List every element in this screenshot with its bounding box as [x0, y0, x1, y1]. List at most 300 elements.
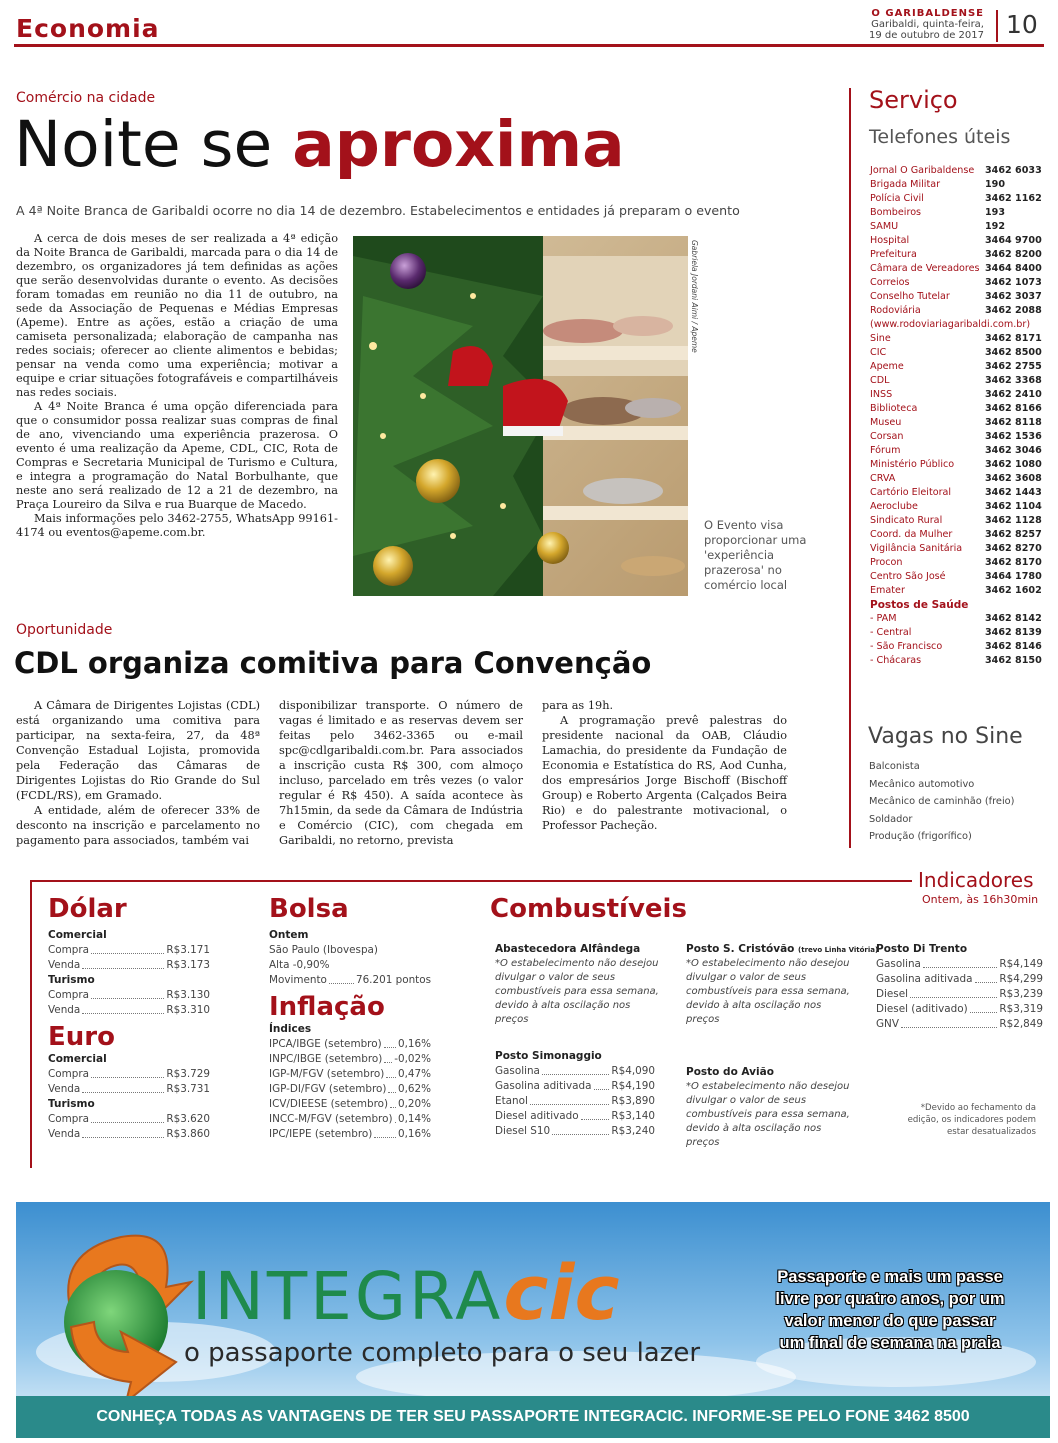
bolsa-mov-value: 76.201 pontos: [355, 974, 431, 986]
phone-name: - São Francisco: [870, 641, 943, 652]
euro-group-1: Comercial: [48, 1053, 107, 1065]
phone-number: 3462 8150: [985, 655, 1042, 666]
phone-row: [870, 612, 1045, 626]
row-value: R$3,890: [611, 1095, 655, 1107]
article2-column-3: [542, 698, 787, 833]
dolar-group-1: Comercial: [48, 929, 107, 941]
row-label: IGP-DI/FGV (setembro): [269, 1083, 387, 1095]
phone-row: [870, 248, 1045, 262]
phone-name: Jornal O Garibaldense: [870, 165, 975, 176]
phone-number: 190: [985, 179, 1006, 190]
phone-name: INSS: [870, 389, 893, 400]
phone-number: 3462 1536: [985, 431, 1042, 442]
phone-number: 3462 8170: [985, 557, 1042, 568]
row-label: Venda: [48, 1004, 81, 1016]
indicator-row: [48, 1003, 210, 1018]
phone-number: 3462 1443: [985, 487, 1042, 498]
indicators-rule: [30, 880, 912, 882]
headline-part-b: aproxima: [292, 108, 625, 181]
phone-row: [870, 346, 1045, 360]
phone-number: 3462 8142: [985, 613, 1042, 624]
ad-promo-line: Passaporte e mais um passe: [777, 1268, 1003, 1286]
phone-name: Conselho Tutelar: [870, 291, 950, 302]
bolsa-line: Alta -0,90%: [269, 959, 330, 971]
dolar-turismo-rows: [48, 988, 210, 1018]
inflacao-title: Inflação: [269, 992, 385, 1022]
row-value: R$3,140: [611, 1110, 655, 1122]
phone-number: 3462 8257: [985, 529, 1042, 540]
phone-row: [870, 178, 1045, 192]
indicators-subtitle: Ontem, às 16h30min: [922, 893, 1039, 906]
row-label: Gasolina: [495, 1065, 540, 1077]
bolsa-movimento: [269, 973, 431, 988]
phone-number: 3464 8400: [985, 263, 1042, 274]
station-name: Abastecedora Alfândega: [495, 943, 641, 955]
row-label: INCC-M/FGV (setembro): [269, 1113, 393, 1125]
bolsa-sub: Ontem: [269, 929, 309, 941]
indicators-rule-left: [30, 880, 32, 1168]
phone-row: [870, 234, 1045, 248]
phone-name: Rodoviária: [870, 305, 921, 316]
phone-row: [870, 626, 1045, 640]
vagas-title: Vagas no Sine: [868, 724, 1023, 749]
header-rule: [14, 44, 1044, 47]
posto-alfandega: [495, 942, 660, 1027]
phone-name: - Central: [870, 627, 912, 638]
combustiveis-title: Combustíveis: [490, 894, 687, 924]
phone-name: Brigada Militar: [870, 179, 941, 190]
indicator-row: [48, 1112, 210, 1127]
phone-name: Hospital: [870, 235, 910, 246]
inflacao-rows: [269, 1037, 431, 1142]
row-value: R$3,240: [611, 1125, 655, 1137]
ad-footer-bar[interactable]: CONHEÇA TODAS AS VANTAGENS DE TER SEU PASSAPORTE INTEGRACIC. INFORME-SE PELO FONE 3462 8500: [16, 1396, 1050, 1438]
indicator-row: [48, 958, 210, 973]
phone-name: Procon: [870, 557, 903, 568]
article2-kicker: Oportunidade: [16, 622, 113, 638]
bolsa-title: Bolsa: [269, 894, 349, 924]
row-value: 0,47%: [397, 1068, 431, 1080]
phone-name: Prefeitura: [870, 249, 917, 260]
station-name-note: (trevo Linha Vitória): [798, 946, 879, 954]
phone-row: [870, 262, 1045, 276]
station-note: *O estabelecimento não desejou divulgar o valor de seus combustíveis para essa semana, devido à alta oscilação nos preços: [686, 958, 850, 1025]
indicator-row: [48, 1082, 210, 1097]
leader-dots: [390, 1097, 396, 1108]
phone-number: 3462 1162: [985, 193, 1042, 204]
phone-row: [870, 542, 1045, 556]
indicator-row: [876, 1002, 1043, 1017]
phone-row: [870, 444, 1045, 458]
phone-row: [870, 290, 1045, 304]
article2-headline: CDL organiza comitiva para Convenção: [14, 646, 652, 680]
phone-name: Vigilância Sanitária: [870, 543, 963, 554]
leader-dots: [581, 1109, 610, 1120]
phone-name: Correios: [870, 277, 910, 288]
row-label: Venda: [48, 959, 81, 971]
leader-dots: [395, 1112, 396, 1123]
row-value: R$3.729: [166, 1068, 210, 1080]
row-value: R$3.173: [166, 959, 210, 971]
phone-name: Sine: [870, 333, 891, 344]
phone-list: [870, 164, 1045, 668]
row-label: IPC/IEPE (setembro): [269, 1128, 373, 1140]
photo-credit: Gabriela Jordani Aimi / Apeme: [690, 240, 699, 353]
dateline-2: 19 de outubro de 2017: [869, 30, 984, 41]
phone-number: 3464 1780: [985, 571, 1042, 582]
row-value: R$3.130: [166, 989, 210, 1001]
phone-number: 192: [985, 221, 1006, 232]
phone-number: 3462 2410: [985, 389, 1042, 400]
phone-number: 3462 3037: [985, 291, 1042, 302]
indicator-row: [48, 1067, 210, 1082]
article2-column-2: [279, 698, 523, 848]
phone-number: 3462 2755: [985, 361, 1042, 372]
phone-number: 3462 2088: [985, 305, 1042, 316]
phone-name: (www.rodoviariagaribaldi.com.br): [870, 319, 1031, 330]
leader-dots: [386, 1067, 396, 1078]
indicator-row: [269, 1112, 431, 1127]
christmas-tree-shoes-photo: [353, 236, 688, 596]
indicator-row: [269, 1052, 431, 1067]
phone-name: Ministério Público: [870, 459, 955, 470]
headline-part-a: Noite se: [14, 108, 293, 181]
phone-name: Coord. da Mulher: [870, 529, 953, 540]
phone-number: 3462 8200: [985, 249, 1042, 260]
leader-dots: [594, 1079, 610, 1090]
leader-dots: [91, 1112, 164, 1123]
station-name-text: Posto S. Cristóvão: [686, 943, 795, 955]
phone-row: [870, 654, 1045, 668]
leader-dots: [82, 1003, 164, 1014]
phone-row: [870, 220, 1045, 234]
phone-number: 3462 1602: [985, 585, 1042, 596]
phone-number: 3462 1104: [985, 501, 1042, 512]
bolsa-mov-label: Movimento: [269, 974, 327, 986]
ad-promo-line: livre por quatro anos, por um: [775, 1290, 1005, 1308]
phone-name: Aeroclube: [870, 501, 918, 512]
row-label: Compra: [48, 1068, 89, 1080]
ad-brand: [192, 1248, 620, 1337]
simonaggio-rows: [495, 1064, 655, 1139]
row-value: R$3.860: [166, 1128, 210, 1140]
row-value: R$3,319: [999, 1003, 1043, 1015]
phone-name: Corsan: [870, 431, 904, 442]
ad-brand-a: INTEGRA: [192, 1258, 504, 1335]
posto-simonaggio: [495, 1049, 655, 1139]
row-value: 0,62%: [397, 1083, 431, 1095]
row-label: GNV: [876, 1018, 899, 1030]
row-value: 0,20%: [397, 1098, 431, 1110]
leader-dots: [384, 1052, 392, 1063]
paper-name: O GARIBALDENSE: [871, 8, 984, 19]
phone-row: [870, 416, 1045, 430]
leader-dots: [91, 1067, 164, 1078]
row-value: R$4,149: [999, 958, 1043, 970]
indicator-row: [495, 1064, 655, 1079]
row-label: Diesel aditivado: [495, 1110, 579, 1122]
indicator-row: [269, 1082, 431, 1097]
phone-row: [870, 164, 1045, 178]
row-value: R$2,849: [999, 1018, 1043, 1030]
indicator-row: [48, 988, 210, 1003]
phone-number: 3462 6033: [985, 165, 1042, 176]
phone-name: Emater: [870, 585, 905, 596]
leader-dots: [975, 972, 998, 983]
row-value: -0,02%: [394, 1053, 431, 1065]
dolar-comercial-rows: [48, 943, 210, 973]
phone-name: - Chácaras: [870, 655, 922, 666]
service-title: Serviço: [869, 86, 958, 114]
indicator-row: [876, 1017, 1043, 1032]
phone-row: [870, 570, 1045, 584]
section-title: Economia: [16, 14, 160, 43]
phone-number: 3462 8270: [985, 543, 1042, 554]
indicator-row: [876, 972, 1043, 987]
phone-number: 3462 8146: [985, 641, 1042, 652]
phone-number: 3464 9700: [985, 235, 1042, 246]
phone-name: Apeme: [870, 361, 904, 372]
row-label: Gasolina: [876, 958, 921, 970]
article1-paragraph: A 4ª Noite Branca é uma opção diferenciada para que o consumidor possa realizar suas compras de final de ano, vivenciando uma experiência prazerosa. O evento é uma realização da Apeme, CDL, CIC, Rota de Compras e Secretaria Municipal de Turismo e Cultura, e integra a programação do Natal Borbulhante, que neste ano será realizado de 12 a 21 de dezembro, na Praça Loureiro da Silva e rua Buarque de Macedo.: [16, 400, 338, 511]
leader-dots: [82, 958, 164, 969]
row-label: Etanol: [495, 1095, 528, 1107]
phone-number: 193: [985, 207, 1006, 218]
leader-dots: [82, 1082, 164, 1093]
leader-dots: [388, 1082, 396, 1093]
row-value: R$4,090: [611, 1065, 655, 1077]
indicator-row: [269, 1097, 431, 1112]
posto-aviao: [686, 1065, 851, 1150]
row-value: R$4,190: [611, 1080, 655, 1092]
phone-name: Sindicato Rural: [870, 515, 943, 526]
phone-row: [870, 584, 1045, 598]
phone-number: 3462 3368: [985, 375, 1042, 386]
ad-promo-line: valor menor do que passar: [784, 1312, 996, 1330]
row-label: Venda: [48, 1083, 81, 1095]
phone-name: SAMU: [870, 221, 899, 232]
phone-row: [870, 332, 1045, 346]
phone-number: 3462 8166: [985, 403, 1042, 414]
ad-promo: [740, 1266, 1040, 1354]
currency-block: [48, 894, 210, 1142]
phone-row: [870, 514, 1045, 528]
row-label: Compra: [48, 944, 89, 956]
ad-brand-b: cic: [503, 1248, 620, 1337]
phone-number: 3462 3608: [985, 473, 1042, 484]
page-number: 10: [996, 10, 1038, 42]
phone-row: [870, 318, 1045, 332]
article1-paragraph: Mais informações pelo 3462-2755, WhatsApp 99161-4174 ou eventos@apeme.com.br.: [16, 512, 338, 539]
integracic-ad[interactable]: [16, 1202, 1050, 1438]
phone-row: [870, 360, 1045, 374]
indicators-footnote: *Devido ao fechamento da edição, os indicadores podem estar desatualizados: [907, 1103, 1036, 1137]
inflacao-sub: Índices: [269, 1023, 312, 1035]
row-label: Diesel (aditivado): [876, 1003, 968, 1015]
article2-paragraph: A Câmara de Dirigentes Lojistas (CDL) está organizando uma comitiva para participar, na sexta-feira, 27, da 48ª Convenção Estadual Lojista, promovida pela Federação das Câmaras de Dirigentes Lojistas do Rio Grande do Sul (FCDL/RS), em Gramado.: [16, 699, 260, 802]
phone-name: - PAM: [870, 613, 897, 624]
phone-name: CRVA: [870, 473, 896, 484]
indicators-title: Indicadores: [918, 868, 1034, 892]
row-value: R$3.310: [166, 1004, 210, 1016]
row-value: 0,16%: [397, 1038, 431, 1050]
sidebar-rule: [849, 88, 851, 848]
euro-group-2: Turismo: [48, 1098, 95, 1110]
phone-number: 3462 8139: [985, 627, 1042, 638]
leader-dots: [910, 987, 997, 998]
phone-row: [870, 556, 1045, 570]
dolar-group-2: Turismo: [48, 974, 95, 986]
indicator-row: [876, 987, 1043, 1002]
phone-name: Bombeiros: [870, 207, 922, 218]
row-value: R$3.620: [166, 1113, 210, 1125]
indicator-row: [495, 1079, 655, 1094]
indicator-row: [495, 1094, 655, 1109]
leader-dots: [91, 988, 164, 999]
phone-row: [870, 304, 1045, 318]
row-value: R$3.171: [166, 944, 210, 956]
phone-row: [870, 402, 1045, 416]
dateline-1: Garibaldi, quinta-feira,: [871, 19, 984, 30]
dolar-title: Dólar: [48, 894, 127, 924]
phone-name: CIC: [870, 347, 887, 358]
phone-number: 3462 8171: [985, 333, 1042, 344]
phone-name: Centro São José: [870, 571, 946, 582]
article2-paragraph: disponibilizar transporte. O número de vagas é limitado e as reservas devem ser feitas pelo 3462-3365 ou e-mail spc@cdlgaribaldi.com.br. Para associados a inscrição custa R$ 300, com almoço incluso, parcelado em três vezes (o valor regular é R$ 450). A saída acontece às 7h15min, da sede da Câmara de Indústria e Comércio (CIC), com chegada em Garibaldi, no retorno, prevista: [279, 699, 523, 847]
row-label: IGP-M/FGV (setembro): [269, 1068, 385, 1080]
vaga-item: Soldador: [869, 813, 913, 825]
article2-paragraph: A entidade, além de oferecer 33% de desconto na inscrição e parcelamento no pagamento para associados, também vai: [16, 804, 260, 847]
phone-name: Biblioteca: [870, 403, 918, 414]
health-title: Postos de Saúde: [870, 599, 969, 611]
row-label: Diesel: [876, 988, 908, 1000]
phone-name: Museu: [870, 417, 902, 428]
phone-name: Fórum: [870, 445, 901, 456]
row-value: 0,14%: [397, 1113, 431, 1125]
row-value: R$3.731: [166, 1083, 210, 1095]
article2-paragraph: A programação prevê palestras do presidente nacional da OAB, Cláudio Lamachia, do presidente da Fundação de Economia e Estatística do RS, Aod Cunha, dos empresários Jorge Bischoff (Bischoff Group) e Roberto Argenta (Calçados Beira Rio) e do palestrante motivacional, o Professor Pacheção.: [542, 714, 787, 832]
vaga-item: Produção (frigorífico): [869, 831, 972, 842]
phone-number: 3462 1073: [985, 277, 1042, 288]
row-label: ICV/DIEESE (setembro): [269, 1098, 389, 1110]
row-label: Gasolina aditivada: [495, 1080, 592, 1092]
station-name: Posto Di Trento: [876, 943, 968, 955]
indicator-row: [48, 943, 210, 958]
article1-subhead: A 4ª Noite Branca de Garibaldi ocorre no dia 14 de dezembro. Estabelecimentos e entidades já preparam o evento: [16, 203, 740, 218]
indicator-row: [495, 1109, 655, 1124]
phone-name: Polícia Civil: [870, 193, 924, 204]
euro-turismo-rows: [48, 1112, 210, 1142]
service-subtitle: Telefones úteis: [869, 126, 1011, 148]
phone-number: 3462 8500: [985, 347, 1042, 358]
station-name: Posto do Avião: [686, 1066, 774, 1078]
row-value: R$4,299: [999, 973, 1043, 985]
vaga-item: Balconista: [869, 761, 920, 772]
indicator-row: [495, 1124, 655, 1139]
ditrento-rows: [876, 957, 1043, 1032]
station-name: Posto Simonaggio: [495, 1050, 602, 1062]
vaga-item: Mecânico automotivo: [869, 778, 975, 790]
euro-title: Euro: [48, 1022, 115, 1052]
station-note: *O estabelecimento não desejou divulgar o valor de seus combustíveis para essa semana, devido à alta oscilação nos preços: [495, 958, 659, 1025]
article2-column-1: [16, 698, 260, 848]
leader-dots: [552, 1124, 609, 1135]
phone-name: CDL: [870, 375, 890, 386]
phone-row: [870, 430, 1045, 444]
vagas-list: [869, 758, 1015, 846]
phone-row: [870, 500, 1045, 514]
leader-dots: [384, 1037, 396, 1048]
article2-paragraph: para as 19h.: [542, 699, 614, 712]
station-note: *O estabelecimento não desejou divulgar o valor de seus combustíveis para essa semana, devido à alta oscilação nos preços: [686, 1081, 850, 1148]
posto-cristovao: [686, 942, 879, 1027]
bolsa-inflacao-block: [269, 894, 431, 1142]
phone-number: 3462 8118: [985, 417, 1042, 428]
row-value: 0,16%: [397, 1128, 431, 1140]
indicator-row: [876, 957, 1043, 972]
station-name: [686, 942, 879, 957]
row-label: Gasolina aditivada: [876, 973, 973, 985]
phone-row: [870, 206, 1045, 220]
indicator-row: [48, 1127, 210, 1142]
article1-body: [16, 232, 338, 540]
leader-dots: [329, 973, 354, 984]
article1-photo: [353, 236, 688, 596]
phone-row: [870, 472, 1045, 486]
row-label: Diesel S10: [495, 1125, 551, 1137]
leader-dots: [901, 1017, 997, 1028]
leader-dots: [91, 943, 164, 954]
leader-dots: [530, 1094, 610, 1105]
leader-dots: [923, 957, 998, 968]
bolsa-line: São Paulo (Ibovespa): [269, 944, 378, 956]
phone-number: 3462 1080: [985, 459, 1042, 470]
vaga-item: Mecânico de caminhão (freio): [869, 796, 1015, 807]
masthead: [869, 8, 984, 41]
phone-row: [870, 388, 1045, 402]
photo-caption: O Evento visa proporcionar uma 'experiência prazerosa' no comércio local: [704, 518, 807, 592]
phone-row: [870, 528, 1045, 542]
row-label: Compra: [48, 1113, 89, 1125]
row-label: IPCA/IBGE (setembro): [269, 1038, 382, 1050]
row-label: Compra: [48, 989, 89, 1001]
ad-promo-line: um final de semana na praia: [779, 1334, 1001, 1352]
indicator-row: [269, 1067, 431, 1082]
indicator-row: [269, 1127, 431, 1142]
article1-kicker: Comércio na cidade: [16, 90, 156, 106]
leader-dots: [82, 1127, 164, 1138]
posto-ditrento: [876, 942, 1043, 1032]
indicator-row: [269, 1037, 431, 1052]
phone-row: [870, 276, 1045, 290]
phone-number: 3462 3046: [985, 445, 1042, 456]
euro-comercial-rows: [48, 1067, 210, 1097]
phone-row: [870, 486, 1045, 500]
leader-dots: [970, 1002, 998, 1013]
phone-row: [870, 374, 1045, 388]
row-label: Venda: [48, 1128, 81, 1140]
article1-headline: [14, 104, 625, 186]
phone-number: 3462 1128: [985, 515, 1042, 526]
ad-tagline: o passaporte completo para o seu lazer: [184, 1338, 701, 1368]
phone-name: Cartório Eleitoral: [870, 487, 952, 498]
article1-paragraph: A cerca de dois meses de ser realizada a 4ª edição da Noite Branca de Garibaldi, marcada para o dia 14 de dezembro, os organizadores já tem definidas as ações que serão desenvolvidas durante o evento. As decisões foram tomadas em reunião no dia 11 de outubro, na sede da Associação de Pequenas e Médias Empresas (Apeme). Entre as ações, estão a criação de uma camiseta personalizada; elaboração de campanha nas redes sociais; oferecer ao cliente alimentos e bebidas; pensar na venda como uma experiência; motivar a equipe e criar situações fotografáveis e compartilháveis nas redes sociais.: [16, 232, 338, 399]
row-value: R$3,239: [999, 988, 1043, 1000]
phone-number: [1030, 318, 1045, 332]
phone-row: [870, 640, 1045, 654]
phone-name: Câmara de Vereadores: [870, 263, 980, 274]
row-label: INPC/IBGE (setembro): [269, 1053, 383, 1065]
